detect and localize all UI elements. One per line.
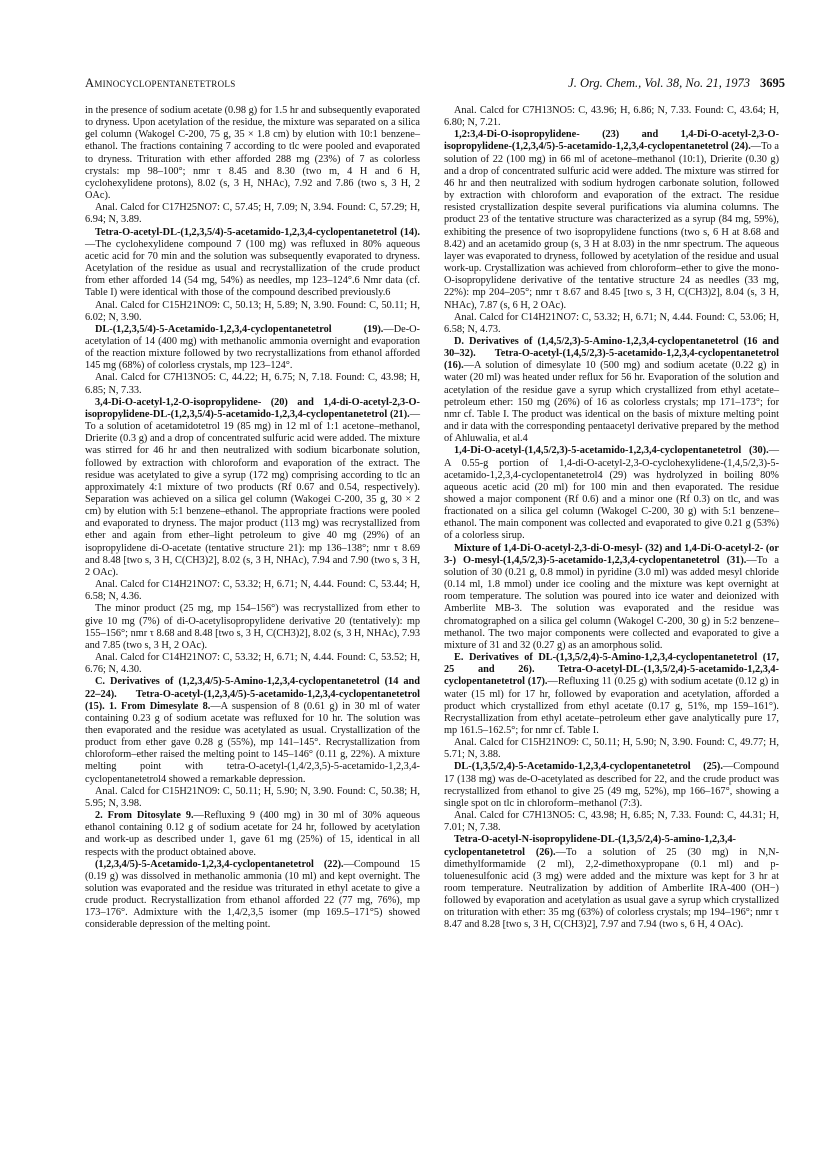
paragraph-text: Anal. Calcd for C7H13NO5: C, 44.22; H, 6.75; N, 7.18. Found: C, 43.98; H, 6.85; N, 7.33. [85, 372, 420, 396]
paragraph-text: —De-O-acetylation of 14 (400 mg) with methanolic ammonia overnight and evaporation of the reaction mixture followed by two recrystallizations from ethanol afforded 145 mg (68%) of colorless crystals, mp 123–124°. [85, 323, 420, 372]
paragraph-text: Anal. Calcd for C15H21NO9: C, 50.11; H, 5.90; N, 3.90. Found: C, 49.77; H, 5.71; N, 3.88. [444, 737, 779, 761]
journal-name: J. Org. Chem., Vol. 38, No. 21, 1973 [568, 76, 750, 90]
paragraph [444, 810, 779, 834]
paragraph [85, 300, 420, 324]
paragraph-text: —To a solution of 25 (30 mg) in N,N-dimethylformamide (2 ml), 2,2-dimethoxypropane (0.1 ml) and p-toluenesulfonic acid (3 mg) were added and the mixture was kept for 3 hr at room temperature. Neutralization by addition of Amberlite IRA-400 (OH−) followed by evaporation and acetylation as usual gave a syrup which crystallized on trituration with ether: 35 mg (63%) of colorless crystals; mp 194–196°; nmr τ 8.47 and 8.28 [two s, 3 H, C(CH3)2], 7.97 and 7.94 (two s, 6 H, 4 OAc). [444, 846, 779, 931]
paragraph [444, 543, 779, 652]
paragraph-text: The minor product (25 mg, mp 154–156°) was recrystallized from ether to give 10 mg (7%) of di-O-acetylisopropylidene derivative 20 (tentatively): mp 155–156°; nmr τ 8.68 and 8.48 [two s, 3 H, C(CH3)2], 8.02 (s, 3 H, NHAc), 7.93 and 7.85 (two s, 3 H, 2 OAc). [85, 603, 420, 651]
paragraph-text: Anal. Calcd for C14H21NO7: C, 53.32; H, 6.71; N, 4.44. Found: C, 53.06; H, 6.58; N, 4.73. [444, 311, 779, 335]
paragraph-text: —Refluxing 11 (0.25 g) with sodium acetate (0.12 g) in water (15 ml) for 17 hr, followed by evaporation and acetylation, afforded a product which crystallized from ethyl acetate (0.17 g, 51%, mp 159–161°). Recrystallization from ethyl acetate–petroleum ether gave analytically pure 17, mp 161.5–162.5°; for nmr cf. Table I. [444, 676, 779, 736]
paragraph [444, 445, 779, 542]
paragraph [85, 676, 420, 785]
paragraph [444, 105, 779, 129]
paragraph-text: —A 0.55-g portion of 1,4-di-O-acetyl-2,3-O-cyclohexylidene-(1,4,5/2,3)-5-acetamido-1,2,3,4-cyclopentanetetrol4 (29) was hydrolyzed in boiling 80% aqueous acetic acid (20 ml) for 100 min and then evaporated. The residue showed a major component (Rf 0.6) and a minor one (Rf 0.3) on tlc, and was fractionated on a silica gel column (Wakogel C-200, 30 g) with 5:1 benzene–ethanol. The main component was collected and evaporated to give 0.21 g (53%) of a colorless sirup. [444, 445, 779, 542]
paragraph [85, 810, 420, 859]
section-title: 1,4-Di-O-acetyl-(1,4,5/2,3)-5-acetamido-1,2,3,4-cyclopentanetetrol (30). [454, 445, 769, 457]
paragraph [444, 834, 779, 931]
paragraph-text: —To a solution of acetamidotetrol 19 (85 mg) in 12 ml of 1:1 acetone–methanol, Drierite (0.3 g) and a drop of concentrated sulfuric acid were added. The mixture was stirred for 46 hr and then neutralized with sodium bicarbonate solution, followed by extraction with chloroform and evaporation of the extract. The residue was acetylated to give a syrup (172 mg) comprising according to tlc an approximately 4:1 mixture of two products (Rf 0.67 and 0.54, respectively). Separation was achieved on a silica gel column (Wakogei C-200, 35 g, 30 × 2 cm) by elution with 5:1 benzene–ethanol. The appropriate fractions were pooled and evaporated to dryness. The major product (113 mg) was recrystallized from ether and again from ether–light petroleum to give 40 mg (29%) of an isopropylidene di-O-acetate (tentative structure 21): mp 136–138°; nmr τ 8.69 and 8.48 [two s, 3 H, C(CH3)2], 8.02 (s, 3 H, NHAc), 7.94 and 7.90 (two s, 3 H, 2 OAc). [85, 408, 420, 578]
section-title: Tetra-O-acetyl-DL-(1,2,3,5/4)-5-acetamido-1,2,3,4-cyclopentanetetrol (14). [95, 226, 420, 238]
section-title: C. Derivatives of (1,2,3,4/5)-5-Amino-1,2,3,4-cyclopentanetetrol (14 and 22–24). Tetra-O-acetyl-(1,2,3,4/5)-5-acetamido-1,2,3,4-cyclopentanetetrol (15). 1. From Dimesylate 8. [85, 676, 420, 712]
section-title: 2. From Ditosylate 9. [95, 810, 194, 822]
paragraph [444, 761, 779, 810]
paragraph-text: Anal. Calcd for C15H21NO9: C, 50.11; H, 5.90; N, 3.90. Found: C, 50.38; H, 5.95; N, 3.98. [85, 785, 420, 809]
paragraph-text: Anal. Calcd for C17H25NO7: C, 57.45; H, 7.09; N, 3.94. Found: C, 57.29; H, 6.94; N, 3.89. [85, 202, 420, 226]
section-title: DL-(1,3,5/2,4)-5-Acetamido-1,2,3,4-cyclopentanetetrol (25). [454, 761, 723, 773]
section-title: D. Derivatives of (1,4,5/2,3)-5-Amino-1,2,3,4-cyclopentanetetrol (16 and 30–32). Tetra-O-acetyl-(1,4,5/2,3)-5-acetamido-1,2,3,4-cyclopentanetetrol (16). [444, 335, 779, 372]
paragraph [85, 105, 420, 202]
section-title: DL-(1,2,3,5/4)-5-Acetamido-1,2,3,4-cyclopentanetetrol (19). [95, 323, 384, 335]
page-number: 3695 [760, 76, 785, 90]
paragraph [85, 579, 420, 603]
paragraph-text: Anal. Calcd for C7H13NO5: C, 43.98; H, 6.85; N, 7.33. Found: C, 44.31; H, 7.01; N, 7.38. [444, 810, 779, 834]
paragraph-text: Anal. Calcd for C14H21NO7: C, 53.32; H, 6.71; N, 4.44. Found: C, 53.52; H, 6.76; N, 4.30. [85, 652, 420, 676]
paragraph [85, 603, 420, 652]
paragraph-text: Anal. Calcd for C15H21NO9: C, 50.13; H, 5.89; N, 3.90. Found: C, 50.11; H, 6.02; N, 3.90. [85, 299, 420, 323]
paragraph-text: —To a solution of 30 (0.21 g, 0.8 mmol) in pyridine (3.0 ml) was added mesyl chloride (0.14 ml, 1.8 mmol) under ice cooling and the mixture was kept overnight at room temperature. The solution was poured into ice water and deionized with Amberlite MB-3. The solution was evaporated and the residue was chromatographed on a silica gel column (Wakogel C-200, 30 g) in 5:2 benzene–methanol. The two major components were collected and evaporated to give a mixture of 31 and 32 (0.27 g) as an amorphous solid. [444, 554, 779, 651]
paragraph [85, 859, 420, 932]
paragraph-text: Anal. Calcd for C14H21NO7: C, 53.32; H, 6.71; N, 4.44. Found: C, 53.44; H, 6.58; N, 4.36. [85, 579, 420, 603]
paragraph-text: —Refluxing 9 (400 mg) in 30 ml of 30% aqueous ethanol containing 0.12 g of sodium acetate for 24 hr, followed by acetylation and work-up as described under 1, gave 61 mg (25%) of 15, identical in all respects with the product obtained above. [85, 810, 420, 858]
paragraph-text: —A solution of dimesylate 10 (500 mg) and sodium acetate (0.22 g) in water (20 ml) was heated under reflux for 56 hr. Evaporation of the solution and acetylation of the residue gave a syrup which crystallized from ethyl acetate–petroleum ether: 150 mg (26%) of 16 as colorless crystals; mp 171–173°; for nmr cf. Table I. The product was identical on the basis of mixture melting point and ir data with the corresponding pentaacetyl derivative prepared by the method of Ahluwalia, et al.4 [444, 360, 779, 445]
section-title: 1,2:3,4-Di-O-isopropylidene- (23) and 1,4-Di-O-acetyl-2,3-O-isopropylidene-(1,2,3,4/5)-5-acetamido-1,2,3,4-cyclopentanetetrol (24). [444, 129, 779, 153]
journal-citation [568, 76, 785, 91]
paragraph [444, 336, 779, 445]
paragraph [85, 372, 420, 396]
paragraph [85, 324, 420, 373]
section-title: Tetra-O-acetyl-N-isopropylidene-DL-(1,3,5/2,4)-5-amino-1,2,3,4-cyclopentanetetrol (26). [444, 834, 736, 858]
left-column [85, 105, 420, 932]
running-title: Aminocyclopentanetetrols [85, 76, 236, 90]
paragraph-text: —To a solution of 22 (100 mg) in 66 ml of acetone–methanol (10:1), Drierite (0.30 g) and a drop of concentrated sulfuric acid were added. The mixture was stirred for 46 hr and then neutralized with sodium hydrogen carbonate solution, followed by extraction with chloroform and evaporation of the extract. The residue resisted crystallization despite several purifications via alumina columns. The product 23 of the tentative structure was characterized as a syrup (84 mg, 59%), exhibiting the presence of two isopropylidene functions (two s, 6 H at 8.68 and 8.42) and an acetamido group (s, 3 H at 8.03) in the nmr spectrum. The aqueous layer was evaporated to dryness, followed by acetylation of the residue and usual work-up. Crystallization was achieved from chloroform–ether to give the mono-O-isopropylidene derivative of the tentative structure 24 as needles (33 mg, 22%): mp 204–205°; nmr τ 8.67 and 8.45 [two s, 3 H, C(CH3)2], 8.04 (s, 3 H, NHAc), 7.87 (s, 6 H, 2 OAc). [444, 141, 779, 311]
paragraph-text: in the presence of sodium acetate (0.98 g) for 1.5 hr and subsequently evaporated to dryness. Upon acetylation of the residue, the mixture was separated on a silica gel column (Wakogel C-200, 75 g, 35 × 1.8 cm) by elution with 10:1 benzene–ethanol. The fractions containing 7 according to tlc were pooled and evaporated to dryness. Trituration with ether afforded 288 mg (23%) of 7 as colorless crystals: mp 98–100°; nmr τ 8.45 and 8.30 (two m, 4 H and 6 H, cyclohexylidene protons), 8.02 (s, 3 H, NHAc), 7.92 and 7.86 (two s, 3 H, 2 OAc). [85, 105, 420, 202]
right-column [444, 105, 779, 932]
paragraph-text: Anal. Calcd for C7H13NO5: C, 43.96; H, 6.86; N, 7.33. Found: C, 43.64; H, 6.80; N, 7.21. [444, 105, 779, 129]
paragraph [85, 202, 420, 226]
paragraph-text: —Compound 15 (0.19 g) was dissolved in methanolic ammonia (10 ml) and kept overnight. The solution was evaporated and the residue was triturated in ethyl acetate to give a crude product. Recrystallization from ethanol afforded 22 (77 mg, 76%), mp 173–176°. Admixture with the 1,4/2,3,5 isomer (mp 169.5–171°5) showed considerable depression of the melting point. [85, 858, 420, 931]
paragraph [85, 652, 420, 676]
paragraph [85, 227, 420, 300]
section-title: E. Derivatives of DL-(1,3,5/2,4)-5-Amino-1,2,3,4-cyclopentanetetrol (17, 25 and 26). Tetra-O-acetyl-DL-(1,3,5/2,4)-5-acetamido-1,2,3,4-cyclopentanetetrol (17). [444, 652, 779, 688]
paragraph-text: —A suspension of 8 (0.61 g) in 30 ml of water containing 0.23 g of sodium acetate was refluxed for 10 hr. The solution was then evaporated and the residue was acetylated as usual. Crystallization of the product from ether gave 0.28 g (55%), mp 141–145°. Recrystallization from chloroform–ether raised the melting point to 145–146° (0.11 g, 22%). A mixture melting point with tetra-O-acetyl-(1,4/2,3,5)-5-acetamido-1,2,3,4-cyclopentanetetrol4 showed a remarkable depression. [85, 700, 420, 785]
page-header [85, 76, 785, 96]
section-title: (1,2,3,4/5)-5-Acetamido-1,2,3,4-cyclopentanetetrol (22). [95, 858, 344, 870]
paragraph [444, 737, 779, 761]
paragraph [444, 129, 779, 311]
paragraph [444, 312, 779, 336]
paragraph [85, 397, 420, 579]
paragraph-text: —Compound 17 (138 mg) was de-O-acetylated as described for 22, and the crude product was recrystallized from ethanol to give 25 (49 mg, 52%), mp 166–167°, showing a single spot on tlc in chloroform–methanol (7:3). [444, 761, 779, 809]
section-title: 3,4-Di-O-acetyl-1,2-O-isopropylidene- (20) and 1,4-di-O-acetyl-2,3-O-isopropylidene-DL-(1,2,3,5/4)-5-acetamido-1,2,3,4-cyclopentanetetrol (21). [85, 396, 420, 420]
paragraph [444, 652, 779, 737]
section-title: Mixture of 1,4-Di-O-acetyl-2,3-di-O-mesyl- (32) and 1,4-Di-O-acetyl-2- (or 3-) O-mesyl-(1,4,5/2,3)-5-acetamido-1,2,3,4-cyclopentanetetrol (31). [444, 542, 779, 566]
paragraph-text: —The cyclohexylidene compound 7 (100 mg) was refluxed in 80% aqueous acetic acid for 70 min and the solution was subsequently evaporated to dryness. Acetylation of the residue as usual and recrystallization of the crude product from ether afforded 14 (54 mg, 54%) as needles, mp 123–124°.6 Nmr data (cf. Table I) were identical with those of the compound described previously.6 [85, 238, 420, 299]
paragraph [85, 786, 420, 810]
